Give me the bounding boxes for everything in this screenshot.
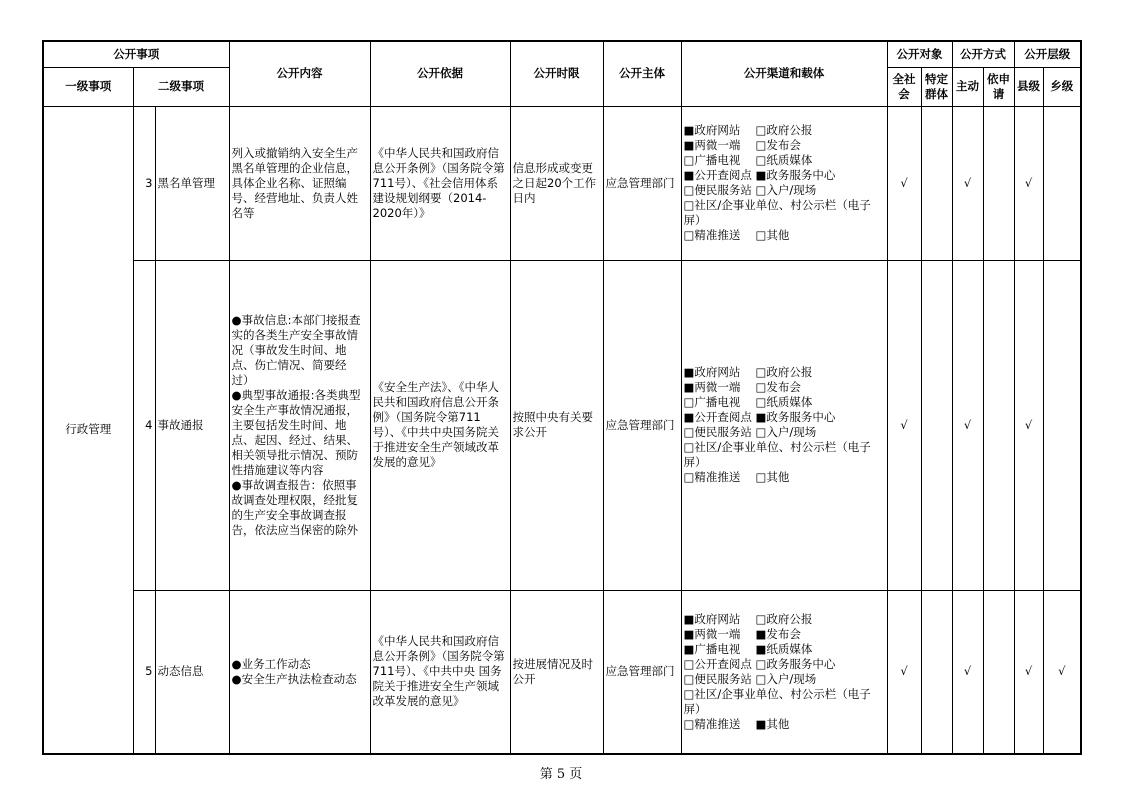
channel-line: □广播电视 □纸质媒体 <box>683 395 813 409</box>
header-on-request: 依申 请 <box>983 67 1014 106</box>
channels-cell <box>681 260 887 590</box>
channel-line: □精准推送 ■其他 <box>683 716 790 731</box>
header-subject: 公开主体 <box>603 41 681 106</box>
row-number: 4 <box>133 260 155 590</box>
check-on-request <box>983 260 1014 590</box>
header-level: 公开层级 <box>1014 41 1081 67</box>
header-proactive: 主动 <box>952 67 983 106</box>
content-cell: ●事故信息:本部门接报查实的各类生产安全事故情况（事故发生时间、地点、伤亡情况、简要经过） ●典型事故通报:各类典型安全生产事故情况通报，主要包括发生时间、地点、起因、经过、结果、相关领导批示情况、预防性措施建议等内容 ●事故调查报告：依照事故调查处理权限，经批复的生产安全事故调查报告，依法应当保密的除外 <box>229 260 370 590</box>
channel-line: □社区/企事业单位、村公示栏（电子屏） <box>683 686 871 716</box>
channel-line: ■两微一端 □发布会 <box>683 380 801 394</box>
time-limit-cell: 信息形成或变更之日起20个工作日内 <box>510 106 603 260</box>
header-second-level: 二级事项 <box>133 67 229 106</box>
check-whole-society: √ <box>887 260 921 590</box>
second-level-name: 事故通报 <box>155 260 229 590</box>
check-proactive: √ <box>952 590 983 754</box>
header-first-level: 一级事项 <box>43 67 133 106</box>
header-gongkai-shixiang: 公开事项 <box>43 41 229 67</box>
second-level-name: 动态信息 <box>155 590 229 754</box>
channel-line: □社区/企事业单位、村公示栏（电子屏） <box>683 198 871 227</box>
basis-cell: 《中华人民共和国政府信息公开条例》（国务院令第711号）、《社会信用体系建设规划纲要（2014-2020年）》 <box>370 106 510 260</box>
channel-line: □社区/企事业单位、村公示栏（电子屏） <box>683 440 871 469</box>
channel-line: □便民服务站 □入户/现场 <box>683 671 817 686</box>
header-basis: 公开依据 <box>370 41 510 106</box>
header-content: 公开内容 <box>229 41 370 106</box>
header-township-level: 乡级 <box>1043 67 1081 106</box>
table-row <box>43 106 1081 260</box>
channel-line: □便民服务站 □入户/现场 <box>683 425 817 439</box>
disclosure-table <box>42 40 1082 755</box>
check-county-level: √ <box>1014 590 1043 754</box>
check-on-request <box>983 590 1014 754</box>
channel-line: □广播电视 □纸质媒体 <box>683 153 813 167</box>
check-whole-society: √ <box>887 590 921 754</box>
header-method: 公开方式 <box>952 41 1014 67</box>
channel-line: ■广播电视 ■纸质媒体 <box>683 641 813 656</box>
content-cell: 列入或撤销纳入安全生产黑名单管理的企业信息，具体企业名称、证照编号、经营地址、负责人姓名等 <box>229 106 370 260</box>
check-township-level <box>1043 106 1081 260</box>
header-channels: 公开渠道和载体 <box>681 41 887 106</box>
content-cell: ●业务工作动态 ●安全生产执法检查动态 <box>229 590 370 754</box>
channels-cell <box>681 590 887 754</box>
first-level-cell: 行政管理 <box>43 106 133 754</box>
channel-line: □便民服务站 □入户/现场 <box>683 183 817 197</box>
time-limit-cell: 按照中央有关要求公开 <box>510 260 603 590</box>
header-county-level: 县级 <box>1014 67 1043 106</box>
channel-line: ■公开查阅点 ■政务服务中心 <box>683 410 836 424</box>
check-proactive: √ <box>952 260 983 590</box>
table-row <box>43 260 1081 590</box>
channel-line: ■两微一端 □发布会 <box>683 138 801 152</box>
channel-line: ■政府网站 □政府公报 <box>683 123 813 137</box>
channels-cell <box>681 106 887 260</box>
header-specific-group: 特定 群体 <box>921 67 952 106</box>
check-township-level: √ <box>1043 590 1081 754</box>
check-specific-group <box>921 590 952 754</box>
channel-line: □精准推送 □其他 <box>683 470 790 484</box>
time-limit-cell: 按进展情况及时公开 <box>510 590 603 754</box>
channel-line: ■政府网站 □政府公报 <box>683 611 813 626</box>
subject-cell: 应急管理部门 <box>603 106 681 260</box>
channel-line: ■公开查阅点 ■政务服务中心 <box>683 168 836 182</box>
header-time-limit: 公开时限 <box>510 41 603 106</box>
check-proactive: √ <box>952 106 983 260</box>
header-audience: 公开对象 <box>887 41 952 67</box>
check-on-request <box>983 106 1014 260</box>
check-specific-group <box>921 106 952 260</box>
basis-cell: 《安全生产法》、《中华人民共和国政府信息公开条例》（国务院令第711号）、《中共中央国务院关于推进安全生产领域改革发展的意见》 <box>370 260 510 590</box>
channel-line: □精准推送 □其他 <box>683 228 790 242</box>
header-whole-society: 全社 会 <box>887 67 921 106</box>
row-number: 5 <box>133 590 155 754</box>
second-level-name: 黑名单管理 <box>155 106 229 260</box>
check-specific-group <box>921 260 952 590</box>
page-number: 第 5 页 <box>539 767 583 782</box>
table-row <box>43 590 1081 754</box>
check-county-level: √ <box>1014 260 1043 590</box>
check-county-level: √ <box>1014 106 1043 260</box>
subject-cell: 应急管理部门 <box>603 260 681 590</box>
basis-cell: 《中华人民共和国政府信息公开条例》（国务院令第711号）、《中共中央 国务院关于推进安全生产领域改革发展的意见》 <box>370 590 510 754</box>
check-township-level <box>1043 260 1081 590</box>
row-number: 3 <box>133 106 155 260</box>
channel-line: ■政府网站 □政府公报 <box>683 365 813 379</box>
check-whole-society: √ <box>887 106 921 260</box>
subject-cell: 应急管理部门 <box>603 590 681 754</box>
channel-line: □公开查阅点 □政务服务中心 <box>683 656 836 671</box>
channel-line: ■两微一端 ■发布会 <box>683 626 801 641</box>
